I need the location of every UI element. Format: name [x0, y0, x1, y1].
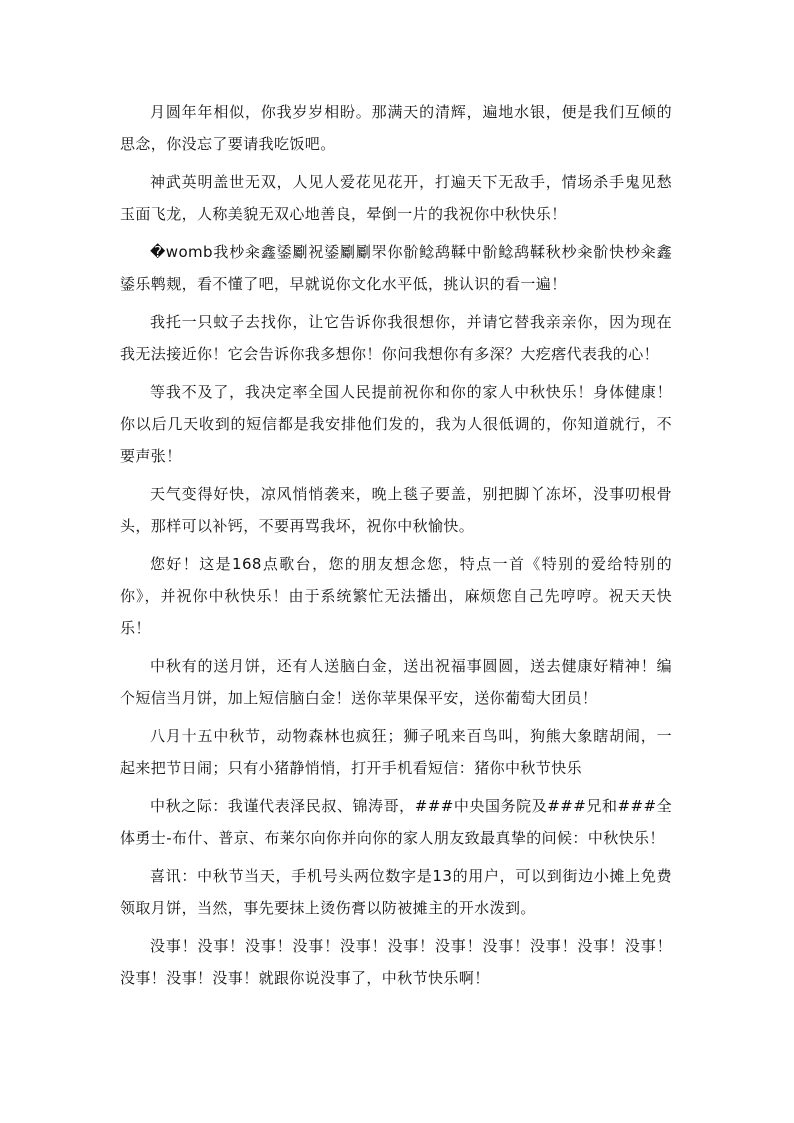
paragraph: 月圆年年相似，你我岁岁相盼。那满天的清辉，遍地水银，便是我们互倾的思念，你没忘了要请我吃饭吧。 — [120, 103, 672, 153]
paragraph: �womb我杪籴鑫鋈劚祝鋈劚劚罘你骱鲶鸹鞣中骱鲶鸹鞣秋杪籴骱快杪籴鑫鋈乐鹎觌，看不懂了吧，早就说你文化水平低，挑认识的看一遍！ — [120, 243, 672, 293]
paragraph: 天气变得好快，凉风悄悄袭来，晚上毯子要盖，别把脚丫冻坏，没事叨根骨头，那样可以补钙，不要再骂我坏，祝你中秋愉快。 — [120, 485, 672, 535]
paragraph: 神武英明盖世无双，人见人爱花见花开，打遍天下无敌手，情场杀手鬼见愁玉面飞龙，人称美貌无双心地善良，晕倒一片的我祝你中秋快乐！ — [120, 173, 672, 223]
paragraph: 中秋之际：我谨代表泽民叔、锦涛哥，###中央国务院及###兄和###全体勇士-布什、普京、布莱尔向你并向你的家人朋友致最真挚的问候：中秋快乐！ — [120, 797, 672, 847]
paragraph: 您好！这是168点歌台，您的朋友想念您，特点一首《特别的爱给特别的你》，并祝你中秋快乐！由于系统繁忙无法播出，麻烦您自己先哼哼。祝天天快乐！ — [120, 555, 672, 637]
paragraph: 中秋有的送月饼，还有人送脑白金，送出祝福事圆圆，送去健康好精神！编个短信当月饼，加上短信脑白金！送你苹果保平安，送你葡萄大团员！ — [120, 657, 672, 707]
document-body — [120, 96, 672, 1000]
paragraph: 没事！没事！没事！没事！没事！没事！没事！没事！没事！没事！没事！没事！没事！没事！就跟你说没事了，中秋节快乐啊！ — [120, 937, 672, 987]
paragraph: 喜讯：中秋节当天，手机号头两位数字是13的用户，可以到街边小摊上免费领取月饼，当然，事先要抹上烫伤膏以防被摊主的开水泼到。 — [120, 867, 672, 917]
paragraph: 八月十五中秋节，动物森林也疯狂；狮子吼来百鸟叫，狗熊大象瞎胡闹，一起来把节日闹；只有小猪静悄悄，打开手机看短信：猪你中秋节快乐 — [120, 727, 672, 777]
paragraph: 我托一只蚊子去找你，让它告诉你我很想你，并请它替我亲亲你，因为现在我无法接近你！它会告诉你我多想你！你问我想你有多深？大疙瘩代表我的心！ — [120, 313, 672, 363]
paragraph: 等我不及了，我决定率全国人民提前祝你和你的家人中秋快乐！身体健康！你以后几天收到的短信都是我安排他们发的，我为人很低调的，你知道就行，不要声张！ — [120, 383, 672, 465]
